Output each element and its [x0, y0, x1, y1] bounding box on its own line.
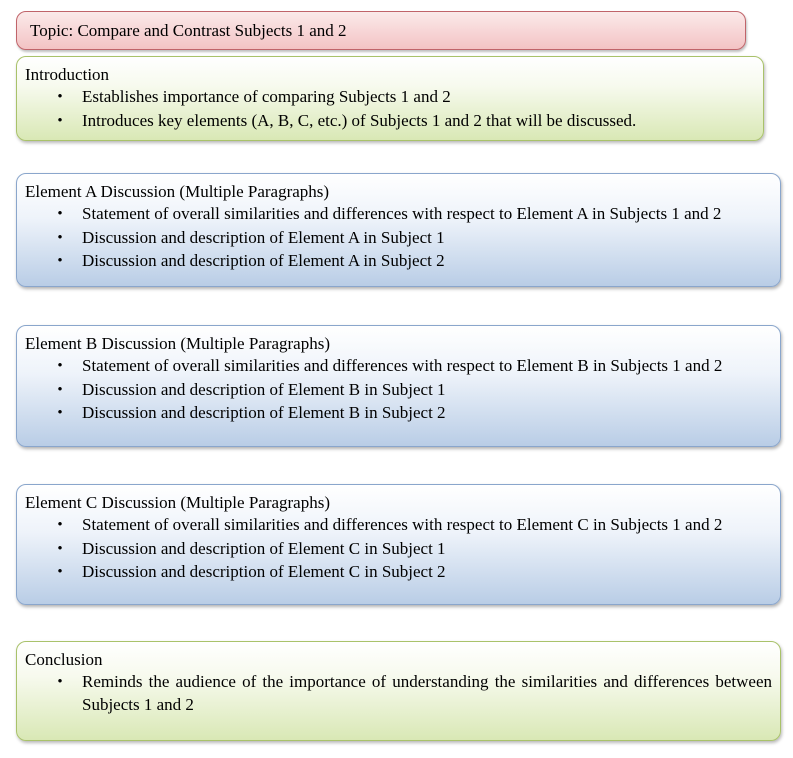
introduction-bullet-list	[17, 86, 763, 133]
element-b-heading: Element B Discussion (Multiple Paragraphs)	[25, 334, 331, 353]
bullet-icon: •	[57, 674, 63, 690]
bullet-icon: •	[57, 517, 63, 533]
conclusion-heading: Conclusion	[25, 650, 103, 669]
topic-title: Topic: Compare and Contrast Subjects 1 and 2	[30, 21, 347, 40]
bullet-text: Discussion and description of Element C in Subject 1	[82, 538, 446, 558]
element-b-bullet-list	[17, 355, 780, 426]
bullet-text: Establishes importance of comparing Subjects 1 and 2	[82, 87, 451, 106]
bullet-icon: •	[57, 564, 63, 580]
topic-box	[16, 11, 746, 50]
conclusion-bullet-list	[17, 671, 780, 717]
bullet-icon: •	[57, 206, 63, 222]
element-c-box	[16, 484, 781, 605]
element-c-heading: Element C Discussion (Multiple Paragraphs)	[25, 493, 331, 512]
introduction-bullet-item	[17, 110, 763, 133]
element-c-bullet-item	[17, 538, 780, 561]
bullet-icon: •	[57, 253, 63, 269]
conclusion-bullet-item	[17, 671, 780, 716]
bullet-icon: •	[57, 358, 63, 374]
introduction-bullet-item	[17, 86, 763, 109]
element-c-bullet-list	[17, 514, 780, 585]
bullet-text: Discussion and description of Element A in Subject 2	[82, 251, 445, 270]
element-a-bullet-item	[17, 227, 780, 250]
element-c-bullet-item	[17, 514, 780, 537]
bullet-icon: •	[57, 381, 63, 398]
bullet-text: Discussion and description of Element B in Subject 1	[82, 379, 446, 399]
bullet-icon: •	[57, 89, 63, 105]
introduction-box	[16, 56, 764, 141]
element-b-box	[16, 325, 781, 447]
bullet-text: Introduces key elements (A, B, C, etc.) of Subjects 1 and 2 that will be discussed.	[82, 110, 637, 130]
bullet-icon: •	[57, 540, 63, 557]
element-a-bullet-item	[17, 203, 780, 226]
element-a-bullet-item	[17, 250, 780, 273]
element-b-bullet-item	[17, 402, 780, 425]
element-b-bullet-item	[17, 355, 780, 378]
element-a-box	[16, 173, 781, 287]
element-c-bullet-item	[17, 561, 780, 584]
bullet-text: Discussion and description of Element C in Subject 2	[82, 562, 446, 581]
element-a-bullet-list	[17, 203, 780, 274]
bullet-text: Statement of overall similarities and differences with respect to Element B in Subjects 1 and 2	[82, 356, 723, 375]
introduction-heading: Introduction	[25, 65, 110, 84]
bullet-text: Statement of overall similarities and differences with respect to Element C in Subjects 1 and 2	[82, 515, 723, 534]
bullet-icon: •	[57, 405, 63, 421]
element-a-heading: Element A Discussion (Multiple Paragraphs)	[25, 182, 330, 201]
bullet-text: Statement of overall similarities and differences with respect to Element A in Subjects 1 and 2	[82, 204, 722, 223]
bullet-text: Discussion and description of Element B in Subject 2	[82, 403, 446, 422]
conclusion-box	[16, 641, 781, 741]
bullet-text: Reminds the audience of the importance of understanding the similarities and differences between Subjects 1 and 2	[82, 672, 772, 714]
bullet-icon: •	[57, 229, 63, 246]
bullet-icon: •	[57, 112, 63, 129]
bullet-text: Discussion and description of Element A in Subject 1	[82, 227, 445, 247]
element-b-bullet-item	[17, 379, 780, 402]
